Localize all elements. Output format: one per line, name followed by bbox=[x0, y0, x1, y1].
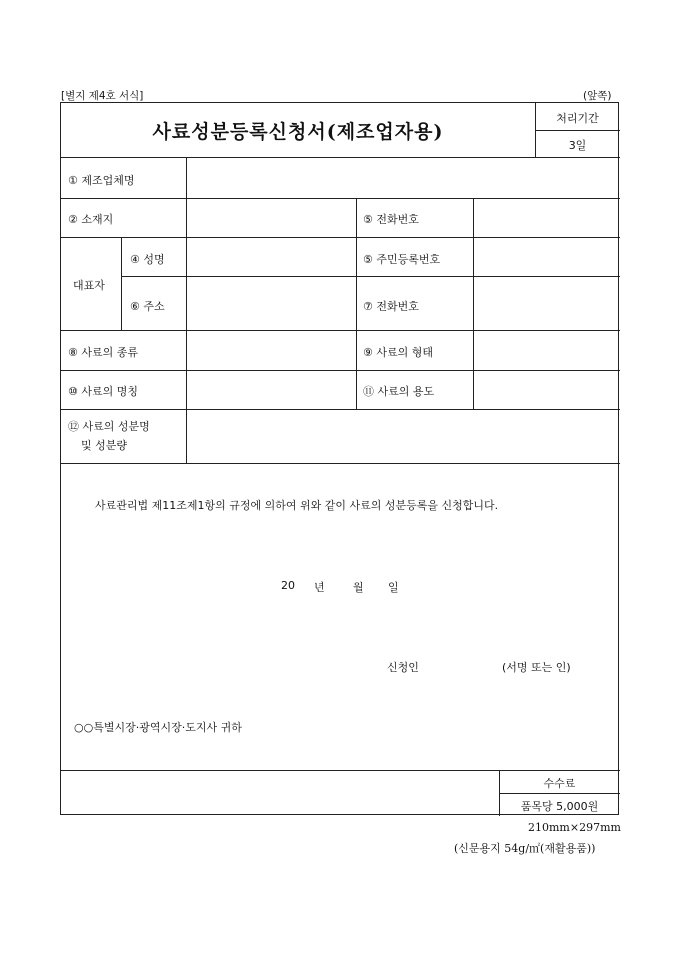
feed-type-field[interactable] bbox=[187, 331, 355, 369]
feed-type-label: ⑧ 사료의 종류 bbox=[68, 346, 138, 359]
application-statement: 사료관리법 제11조제1항의 규정에 의하여 위와 같이 사료의 성분등록을 신청합니다. bbox=[95, 499, 499, 512]
form-title: 사료성분등록신청서(제조업자용) bbox=[152, 121, 444, 143]
address-field[interactable] bbox=[187, 277, 355, 329]
date-year: 20 bbox=[281, 579, 295, 592]
manufacturer-label: ① 제조업체명 bbox=[68, 174, 135, 187]
phone-field[interactable] bbox=[474, 199, 619, 236]
date-day-unit: 일 bbox=[388, 581, 399, 594]
processing-period-value: 3일 bbox=[568, 139, 587, 152]
location-label: ② 소재지 bbox=[68, 213, 114, 226]
processing-period-label: 처리기간 bbox=[556, 112, 599, 125]
paper-size: 210mm×297mm bbox=[528, 821, 621, 834]
applicant-label: 신청인 bbox=[387, 661, 419, 674]
date-year-unit: 년 bbox=[314, 581, 325, 594]
feed-form-field[interactable] bbox=[474, 331, 619, 369]
feed-name-field[interactable] bbox=[187, 371, 355, 408]
fee-label: 수수료 bbox=[543, 777, 576, 790]
feed-use-label: ⑪ 사료의 용도 bbox=[363, 385, 435, 398]
representative-phone-label: ⑦ 전화번호 bbox=[363, 300, 419, 313]
fee-value: 품목당 5,000원 bbox=[520, 800, 599, 813]
date-month-unit: 월 bbox=[353, 581, 364, 594]
representative-label: 대표자 bbox=[73, 279, 105, 292]
resident-number-field[interactable] bbox=[474, 238, 619, 275]
name-label: ④ 성명 bbox=[130, 253, 165, 266]
feed-use-field[interactable] bbox=[474, 371, 619, 408]
representative-phone-field[interactable] bbox=[474, 277, 619, 329]
page-side-label: (앞쪽) bbox=[583, 90, 612, 102]
ingredients-label-line2: 및 성분량 bbox=[81, 439, 128, 452]
feed-form-label: ⑨ 사료의 형태 bbox=[363, 346, 433, 359]
paper-spec: (신문용지 54g/㎡(재활용품)) bbox=[454, 842, 596, 855]
name-field[interactable] bbox=[187, 238, 355, 275]
resident-number-label: ⑤ 주민등록번호 bbox=[363, 253, 441, 266]
feed-name-label: ⑩ 사료의 명칭 bbox=[68, 385, 138, 398]
location-field[interactable] bbox=[187, 199, 355, 236]
manufacturer-field[interactable] bbox=[187, 159, 619, 197]
signature-label: (서명 또는 인) bbox=[502, 661, 571, 674]
phone-label: ⑤ 전화번호 bbox=[363, 213, 419, 226]
application-form bbox=[60, 102, 619, 815]
form-number: [별지 제4호 서식] bbox=[61, 90, 144, 102]
address-label: ⑥ 주소 bbox=[130, 300, 165, 313]
ingredients-field[interactable] bbox=[187, 410, 619, 462]
addressee: ○○특별시장·광역시장·도지사 귀하 bbox=[74, 721, 242, 734]
ingredients-label-line1: ⑫ 사료의 성분명 bbox=[68, 420, 150, 433]
